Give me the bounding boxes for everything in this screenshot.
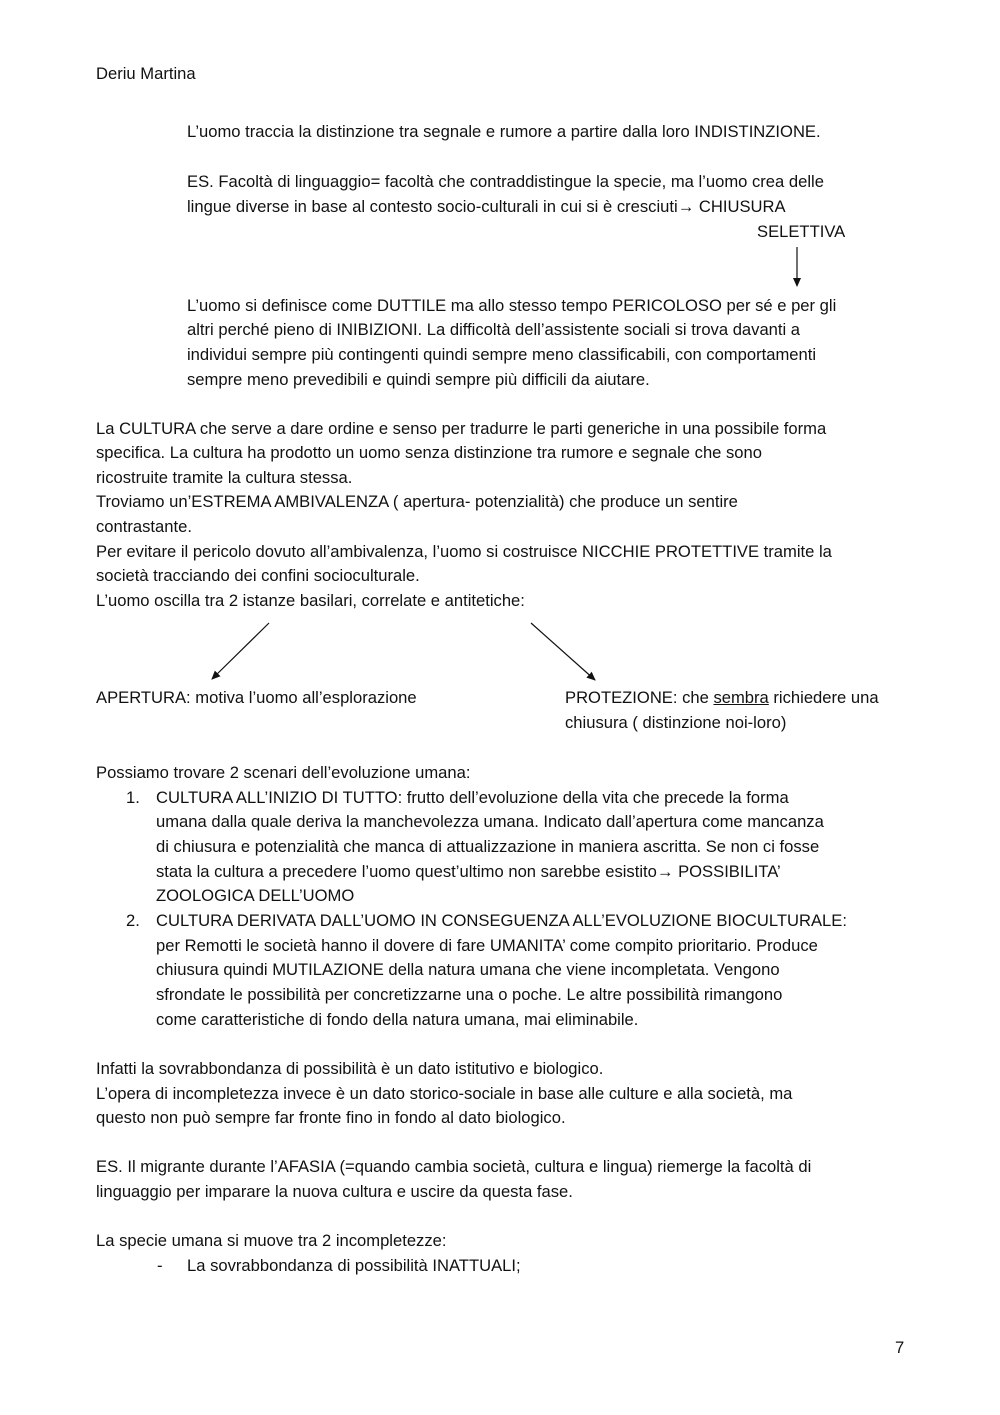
paragraph-infatti-line-2: L’opera di incompletezza invece è un dato storico-sociale in base alle culture e alla società, ma bbox=[96, 1084, 793, 1103]
paragraph-infatti-line-1: Infatti la sovrabbondanza di possibilità è un dato istitutivo e biologico. bbox=[96, 1059, 604, 1078]
scenario-2-line-1: CULTURA DERIVATA DALL’UOMO IN CONSEGUENZA ALL’EVOLUZIONE BIOCULTURALE: bbox=[156, 911, 847, 930]
right-arrow-icon: → bbox=[677, 197, 695, 216]
scenario-1-line-3: di chiusura e potenzialità che manca di attualizzazione in maniera ascritta. Se non ci fosse bbox=[156, 837, 820, 856]
paragraph-cultura-line-6: Per evitare il pericolo dovuto all’ambivalenza, l’uomo si costruisce NICCHIE PROTETTIVE tramite la bbox=[96, 542, 832, 561]
left-diagonal-arrow-icon bbox=[212, 623, 269, 679]
scenario-2-line-4: sfrondate le possibilità per concretizzarne una o poche. Le altre possibilità rimangono bbox=[156, 985, 783, 1004]
paragraph-distinzione: L’uomo traccia la distinzione tra segnale e rumore a partire dalla loro INDISTINZIONE. bbox=[187, 122, 821, 141]
selettiva-label: SELETTIVA bbox=[757, 222, 846, 241]
specie-item-1: La sovrabbondanza di possibilità INATTUALI; bbox=[187, 1256, 521, 1275]
example-linguaggio-line-1: ES. Facoltà di linguaggio= facoltà che contraddistingue la specie, ma l’uomo crea delle bbox=[187, 172, 824, 191]
example-linguaggio-text: lingue diverse in base al contesto socio-culturali in cui si è cresciuti bbox=[187, 197, 678, 216]
protezione-branch-line-2: chiusura ( distinzione noi-loro) bbox=[565, 713, 787, 732]
paragraph-cultura-line-7: società tracciando dei confini socioculturale. bbox=[96, 566, 420, 585]
paragraph-cultura-line-2: specifica. La cultura ha prodotto un uomo senza distinzione tra rumore e segnale che sono bbox=[96, 443, 762, 462]
scenari-intro: Possiamo trovare 2 scenari dell’evoluzione umana: bbox=[96, 763, 471, 782]
paragraph-duttile-line-4: sempre meno prevedibili e quindi sempre più difficili da aiutare. bbox=[187, 370, 650, 389]
scenario-1-line-5: ZOOLOGICA DELL’UOMO bbox=[156, 886, 355, 905]
right-diagonal-arrow-icon bbox=[531, 623, 595, 680]
paragraph-cultura-line-5: contrastante. bbox=[96, 517, 192, 536]
protezione-text-b: richiedere una bbox=[768, 688, 879, 707]
author-name: Deriu Martina bbox=[96, 64, 196, 83]
paragraph-cultura-line-3: ricostruite tramite la cultura stessa. bbox=[96, 468, 353, 487]
scenario-2-line-5: come caratteristiche di fondo della natura umana, mai eliminabile. bbox=[156, 1010, 639, 1029]
list-number-1: 1. bbox=[126, 788, 140, 807]
example-migrante-line-2: linguaggio per imparare la nuova cultura e uscire da questa fase. bbox=[96, 1182, 573, 1201]
sembra-underlined: sembra bbox=[713, 688, 769, 707]
paragraph-duttile-line-1: L’uomo si definisce come DUTTILE ma allo stesso tempo PERICOLOSO per sé e per gli bbox=[187, 296, 837, 315]
possibilita-label: POSSIBILITA’ bbox=[678, 862, 781, 881]
paragraph-cultura-line-8: L’uomo oscilla tra 2 istanze basilari, correlate e antitetiche: bbox=[96, 591, 525, 610]
paragraph-infatti-line-3: questo non può sempre far fronte fino in fondo al dato biologico. bbox=[96, 1108, 566, 1127]
example-migrante-line-1: ES. Il migrante durante l’AFASIA (=quando cambia società, cultura e lingua) riemerge la facoltà di bbox=[96, 1157, 812, 1176]
protezione-text-a: PROTEZIONE: che bbox=[565, 688, 714, 707]
scenario-1-line-2: umana dalla quale deriva la manchevolezza umana. Indicato dall’apertura come mancanza bbox=[156, 812, 824, 831]
scenario-1-line-4 bbox=[156, 860, 781, 885]
chiusura-label: CHIUSURA bbox=[698, 197, 786, 216]
scenario-2-line-3: chiusura quindi MUTILAZIONE della natura umana che viene incompletata. Vengono bbox=[156, 960, 780, 979]
paragraph-cultura-line-4: Troviamo un’ESTREMA AMBIVALENZA ( apertura- potenzialità) che produce un sentire bbox=[96, 492, 738, 511]
specie-intro: La specie umana si muove tra 2 incompletezze: bbox=[96, 1231, 447, 1250]
scenario-2-line-2: per Remotti le società hanno il dovere di fare UMANITA’ come compito prioritario. Produce bbox=[156, 936, 818, 955]
paragraph-duttile-line-2: altri perché pieno di INIBIZIONI. La difficoltà dell’assistente sociali si trova davanti a bbox=[187, 320, 801, 339]
apertura-branch: APERTURA: motiva l’uomo all’esplorazione bbox=[96, 688, 417, 707]
protezione-branch-line-1 bbox=[565, 686, 879, 711]
paragraph-cultura-line-1: La CULTURA che serve a dare ordine e senso per tradurre le parti generiche in una possibile forma bbox=[96, 419, 827, 438]
scenario-1-line-4-text: stata la cultura a precedere l’uomo quest’ultimo non sarebbe esistito bbox=[156, 862, 657, 881]
list-number-2: 2. bbox=[126, 911, 140, 930]
paragraph-duttile-line-3: individui sempre più contingenti quindi sempre meno classificabili, con comportamenti bbox=[187, 345, 817, 364]
scenario-1-line-1: CULTURA ALL’INIZIO DI TUTTO: frutto dell’evoluzione della vita che precede la forma bbox=[156, 788, 789, 807]
list-dash: - bbox=[157, 1256, 163, 1275]
page-number: 7 bbox=[895, 1338, 905, 1357]
right-arrow-icon: → bbox=[656, 862, 674, 881]
